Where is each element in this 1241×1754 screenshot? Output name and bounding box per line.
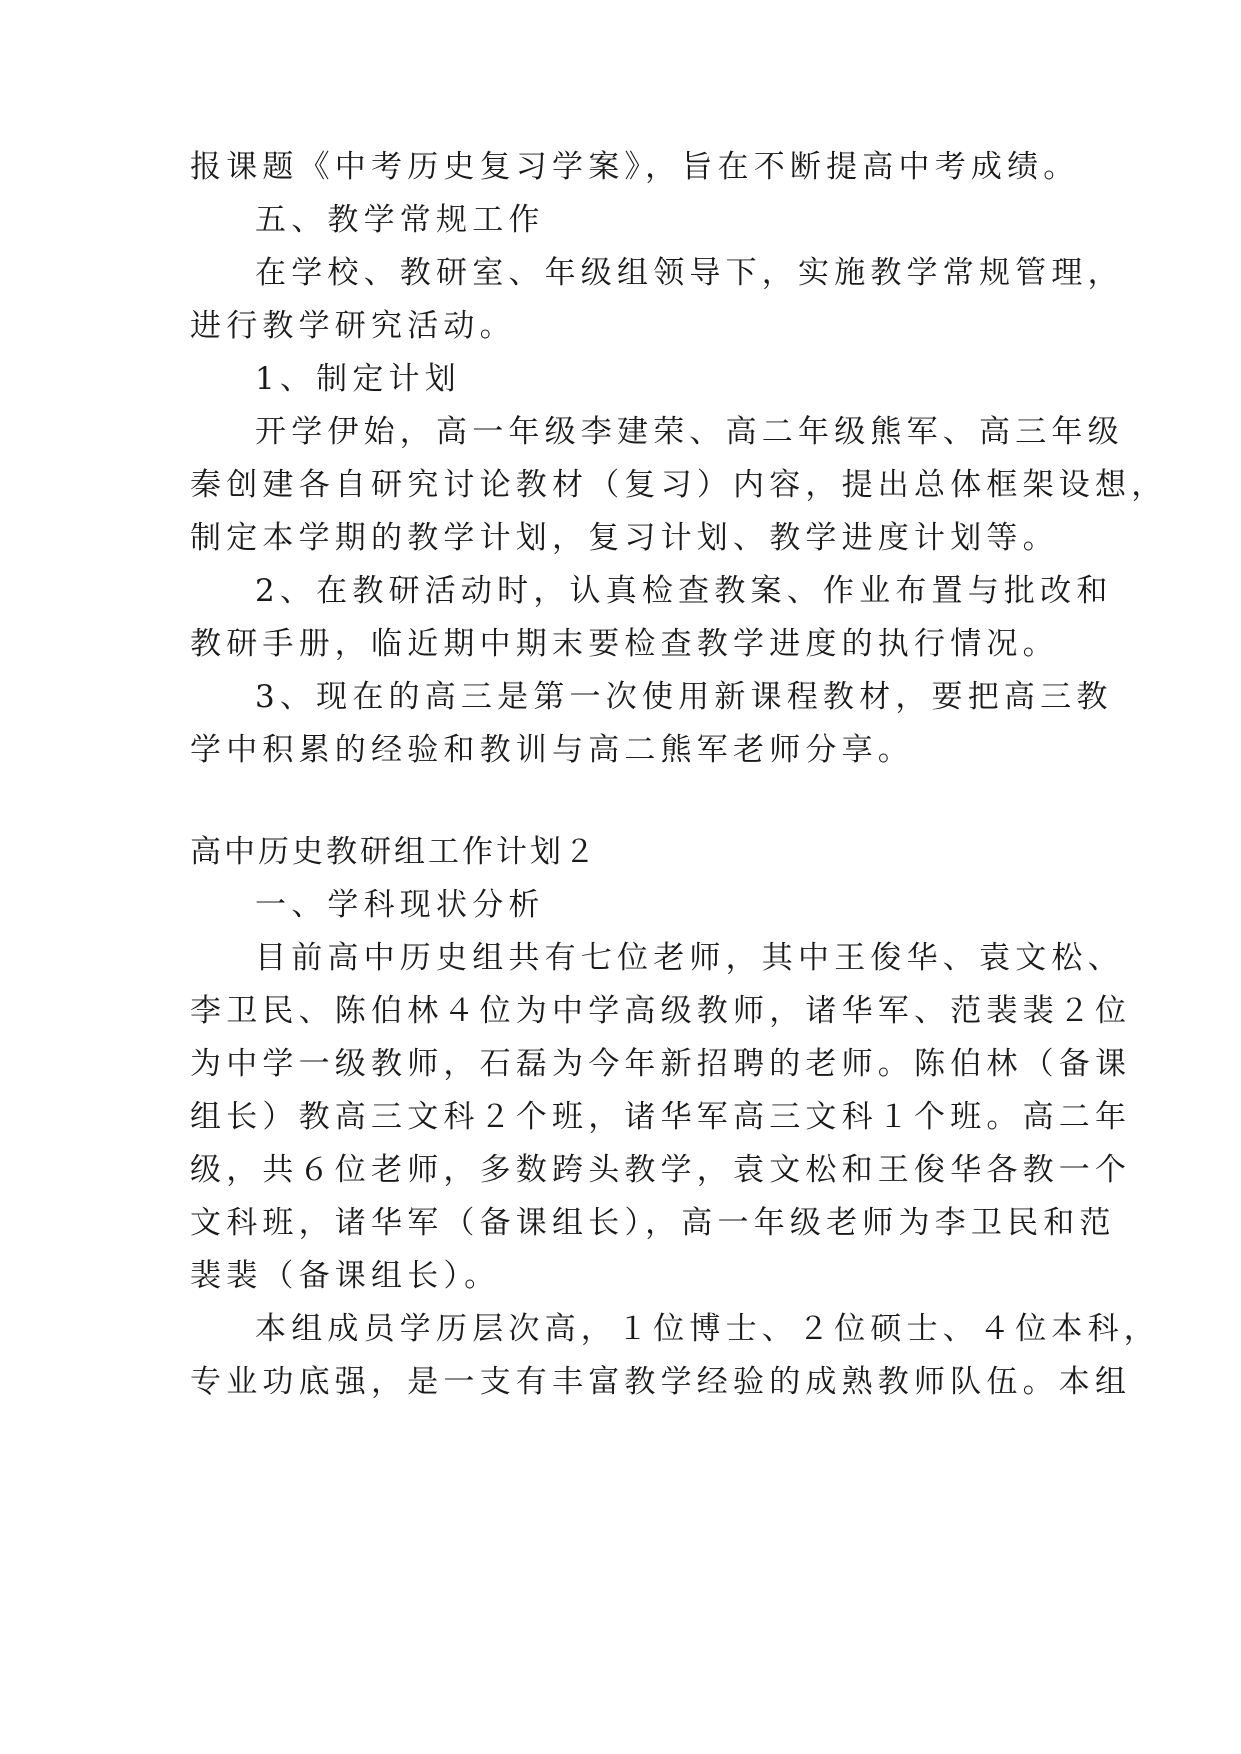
section-heading: 五、教学常规工作 — [255, 202, 545, 238]
document-title: 高中历史教研组工作计划２ — [190, 834, 598, 870]
paragraph-line: 本组成员学历层次高，１位博士、２位硕士、４位本科， — [255, 1311, 1160, 1347]
paragraph-line: 秦创建各自研究讨论教材（复习）内容，提出总体框架设想， — [190, 467, 1168, 503]
subsection-heading: 1、制定计划 — [255, 361, 461, 397]
paragraph-line: 目前高中历史组共有七位老师，其中王俊华、袁文松、 — [255, 940, 1124, 976]
paragraph-line: 开学伊始，高一年级李建荣、高二年级熊军、高三年级 — [255, 414, 1124, 450]
paragraph-line: 进行教学研究活动。 — [190, 308, 516, 344]
paragraph-line: 学中积累的经验和教训与高二熊军老师分享。 — [190, 732, 914, 768]
paragraph-line: 组长）教高三文科２个班，诸华军高三文科１个班。高二年 — [190, 1099, 1132, 1135]
paragraph-line: 级，共６位老师，多数跨头教学，袁文松和王俊华各教一个 — [190, 1152, 1132, 1188]
paragraph-line: 教研手册，临近期中期末要检查教学进度的执行情况。 — [190, 626, 1059, 662]
paragraph-line: 在学校、教研室、年级组领导下，实施教学常规管理， — [255, 255, 1124, 291]
paragraph-line: 为中学一级教师，石磊为今年新招聘的老师。陈伯林（备课 — [190, 1046, 1132, 1082]
paragraph-line: 2、在教研活动时，认真检查教案、作业布置与批改和 — [255, 573, 1113, 609]
paragraph-line: 专业功底强，是一支有丰富教学经验的成熟教师队伍。本组 — [190, 1364, 1132, 1400]
paragraph-line: 3、现在的高三是第一次使用新课程教材，要把高三教 — [255, 679, 1113, 715]
paragraph-line: 裴裴（备课组长）。 — [190, 1258, 501, 1294]
paragraph-line: 文科班，诸华军（备课组长），高一年级老师为李卫民和范 — [190, 1205, 1116, 1241]
paragraph-line: 报课题《中考历史复习学案》，旨在不断提高中考成绩。 — [190, 149, 1080, 185]
paragraph-line: 李卫民、陈伯林４位为中学高级教师，诸华军、范裴裴２位 — [190, 993, 1132, 1029]
section-heading: 一、学科现状分析 — [255, 887, 545, 923]
paragraph-line: 制定本学期的教学计划，复习计划、教学进度计划等。 — [190, 520, 1059, 556]
